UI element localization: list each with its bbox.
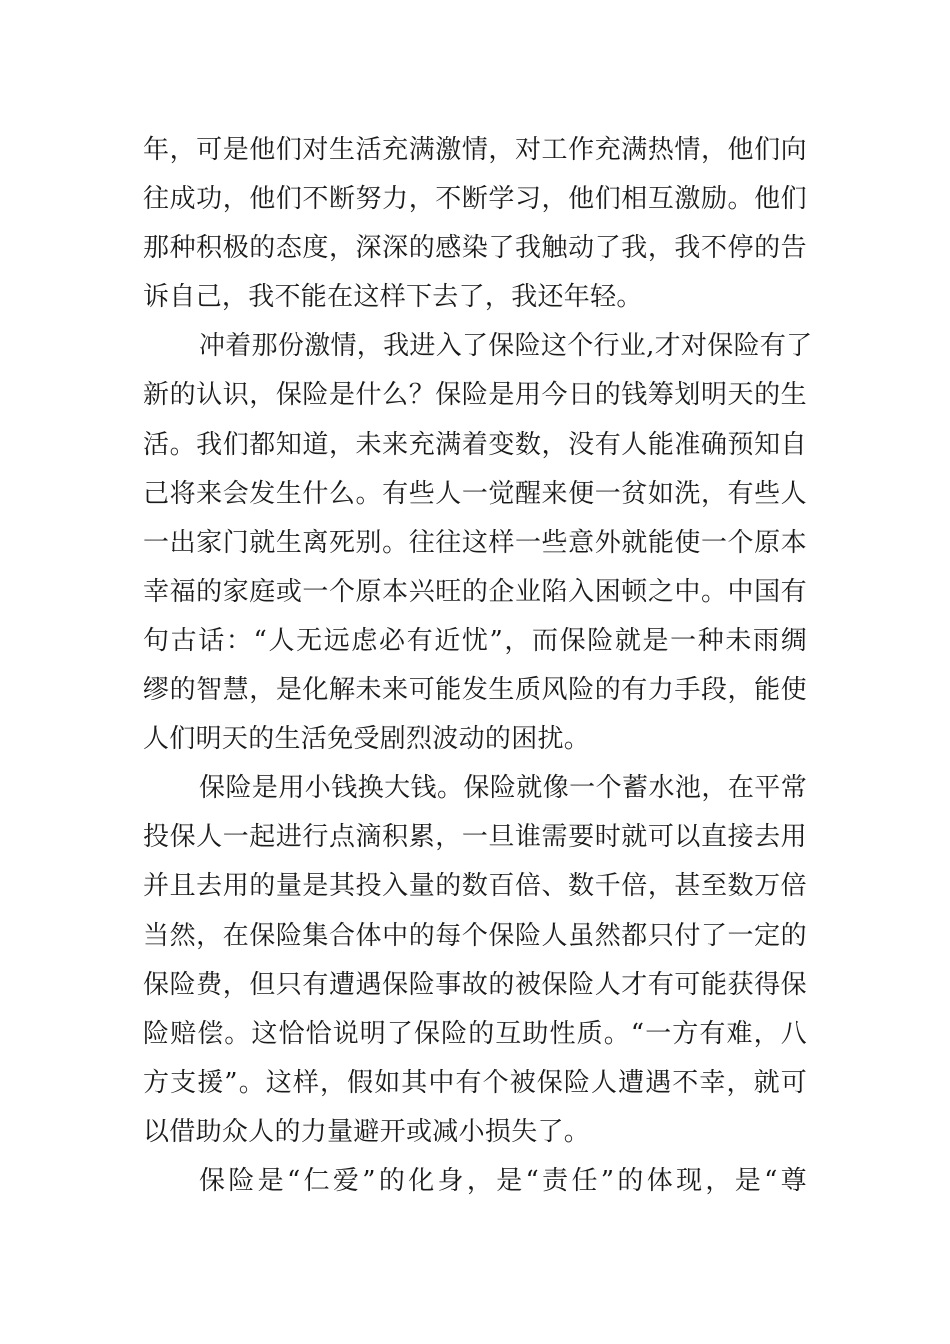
- text-line: 保险是用小钱换大钱。保险就像一个蓄水池，在平常: [199, 773, 807, 804]
- text-line: 年，可是他们对生活充满激情，对工作充满热情，他们向: [143, 135, 807, 165]
- text-line: 幸福的家庭或一个原本兴旺的企业陷入困顿之中。中国有: [143, 576, 807, 607]
- text-line: 并且去用的量是其投入量的数百倍、数千倍，甚至数万倍: [143, 871, 807, 902]
- text-line: 己将来会发生什么。有些人一觉醒来便一贫如洗，有些人: [143, 478, 807, 509]
- text-line: 当然，在保险集合体中的每个保险人虽然都只付了一定的: [143, 920, 807, 951]
- text-line: 方支援”。这样，假如其中有个被保险人遭遇不幸，就可: [143, 1067, 807, 1098]
- text-line: 那种积极的态度，深深的感染了我触动了我，我不停的告: [143, 233, 807, 264]
- paragraph-3: [143, 764, 807, 1157]
- text-line: 往成功，他们不断努力，不断学习，他们相互激励。他们: [143, 184, 807, 215]
- text-line: 活。我们都知道，未来充满着变数，没有人能准确预知自: [143, 429, 807, 460]
- text-line: 险赔偿。这恰恰说明了保险的互助性质。“一方有难，八: [143, 1018, 807, 1049]
- paragraph-4: [143, 1157, 807, 1206]
- text-line: 冲着那份激情，我进入了保险这个行业,才对保险有了: [199, 331, 813, 362]
- text-line: 保险费，但只有遭遇保险事故的被保险人才有可能获得保: [143, 969, 807, 1000]
- text-line: 以借助众人的力量避开或减小损失了。: [143, 1116, 591, 1147]
- text-line: 保险是“仁爱”的化身，是“责任”的体现，是“尊: [199, 1165, 807, 1196]
- text-line: 人们明天的生活免受剧烈波动的困扰。: [143, 724, 591, 755]
- text-line: 新的认识，保险是什么？保险是用今日的钱筹划明天的生: [143, 380, 807, 411]
- paragraph-1: [143, 126, 807, 322]
- text-line: 投保人一起进行点滴积累，一旦谁需要时就可以直接去用: [143, 822, 807, 853]
- document-body: [143, 126, 813, 1206]
- paragraph-2: [143, 322, 813, 764]
- text-line: 缪的智慧，是化解未来可能发生质风险的有力手段，能使: [143, 675, 807, 706]
- text-line: 诉自己，我不能在这样下去了，我还年轻。: [143, 282, 643, 313]
- text-line: 一出家门就生离死别。往往这样一些意外就能使一个原本: [143, 527, 807, 558]
- text-line: 句古话：“人无远虑必有近忧”，而保险就是一种未雨绸: [143, 625, 807, 656]
